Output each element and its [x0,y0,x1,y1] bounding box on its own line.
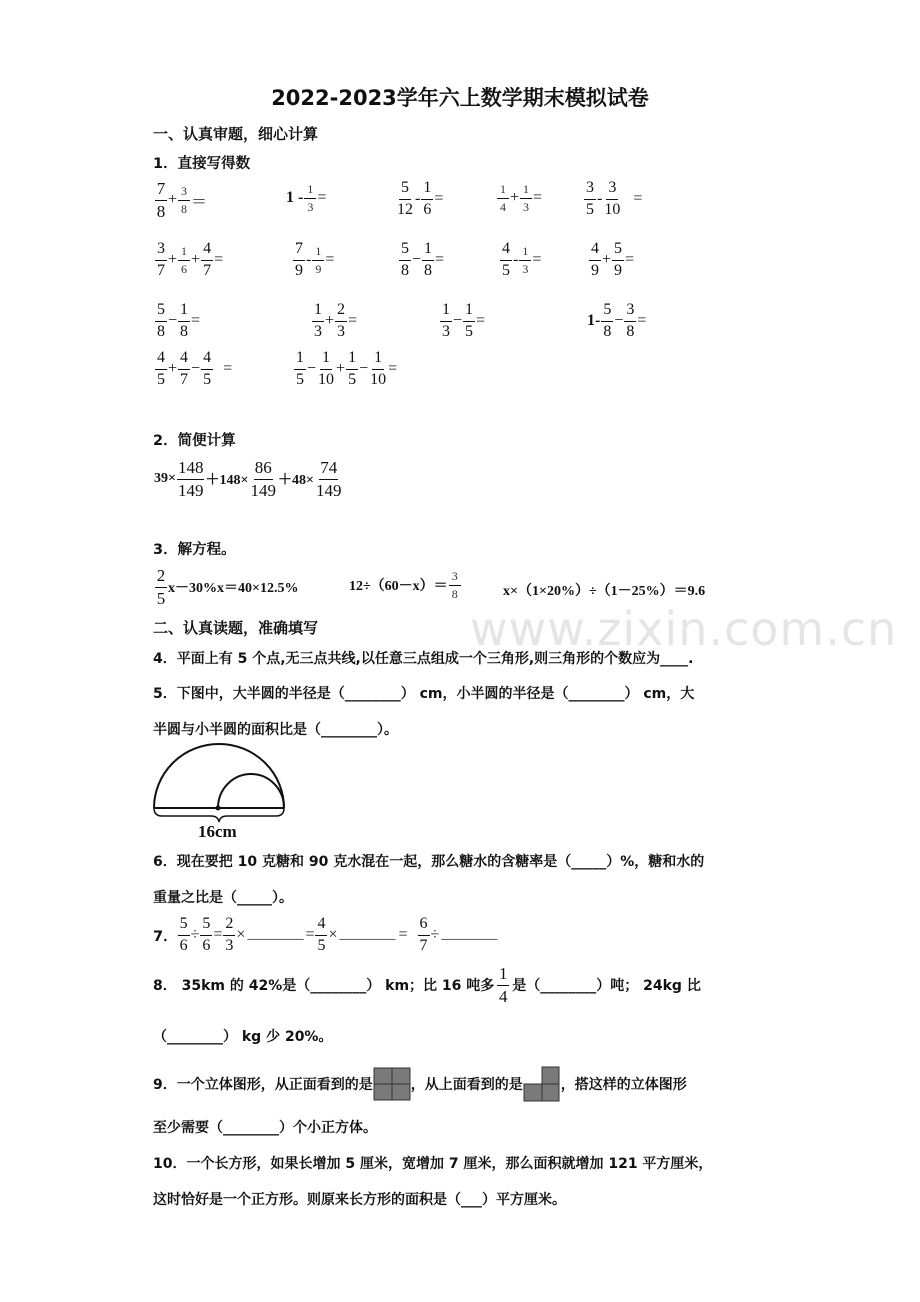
question-9-line-2: 至少需要（________）个小正方体。 [153,1120,377,1136]
calc-2-3: $\frac{5}{8}$ − $\frac{1}{8}$ = [401,240,445,279]
calc-1-1: $\frac{7}{8}$ + $\frac{3}{8}$ ＝ [156,179,208,221]
section-1-heading: 一、认真审题，细心计算 [153,125,319,143]
question-3-label: 3．解方程。 [153,542,236,558]
calc-2-2: $\frac{7}{9}$ - $\frac{1}{9}$ = [295,240,335,279]
question-5-line-2: 半圆与小半圆的面积比是（________）。 [153,722,398,738]
calc-4-1: $\frac{4}{5}$ + $\frac{4}{7}$ − $\frac{4}{5}$ = [157,349,233,388]
calc-4-2: $\frac{1}{5}$ − $\frac{1}{10}$ + $\frac{1}{5}$ − $\frac{1}{10}$ = [296,349,398,388]
calc-1-3: $\frac{5}{12}$ - $\frac{1}{6}$ = [397,179,444,218]
simplify-expression: 39× $\frac{148}{149}$ ＋148× $\frac{86}{149}$ ＋48× $\frac{74}{149}$ [154,458,342,500]
section-2-heading: 二、认真读题，准确填写 [153,619,319,637]
question-8-line-2: （________） kg 少 20%。 [153,1029,333,1045]
watermark: www.zixin.com.cn [470,602,898,656]
calc-3-3: $\frac{1}{3}$ − $\frac{1}{5}$ = [442,301,486,340]
question-7: 7． $\frac{5}{6}$ ÷ $\frac{5}{6}$ = $\frac{2}{3}$ × ________ = $\frac{4}{5}$ × ________ = $\frac{6}{7}$ ÷ ________ [153,915,498,954]
question-8-line-1: 8． 35km 的 42%是（________） km；比 16 吨多 $\frac{1}{4}$ 是（________）吨； 24kg 比 [153,964,701,1006]
small-semicircle [218,774,284,808]
question-9-line-1: 9．一个立体图形，从正面看到的是 ，从上面看到的是 ，搭这样的立体图形 [153,1066,687,1102]
question-10-line-2: 这时恰好是一个正方形。则原来长方形的面积是（___）平方厘米。 [153,1192,566,1208]
page-title: 2022-2023学年六上数学期末模拟试卷 [271,86,649,110]
question-6-line-1: 6．现在要把 10 克糖和 90 克水混在一起，那么糖水的含糖率是（_____）%，糖和水的 [153,854,705,870]
equation-1: $\frac{2}{5}$ x－30%x＝40×12.5% [156,566,299,608]
question-6-line-2: 重量之比是（_____）。 [153,890,293,906]
calc-3-2: $\frac{1}{3}$ + $\frac{2}{3}$ = [314,301,358,340]
center-dot [216,806,221,811]
question-1-label: 1．直接写得数 [153,156,251,172]
front-view-icon [373,1067,411,1101]
question-10-line-1: 10．一个长方形，如果长增加 5 厘米，宽增加 7 厘米，那么面积就增加 121 平方厘米， [153,1156,713,1172]
calc-1-4: $\frac{1}{4}$ + $\frac{1}{3}$ = [497,183,543,213]
question-2-label: 2．简便计算 [153,433,236,449]
calc-1-5: $\frac{3}{5}$ - $\frac{3}{10}$ = [586,179,643,218]
calc-2-5: $\frac{4}{9}$ + $\frac{5}{9}$ = [591,240,635,279]
question-5-line-1: 5．下图中，大半圆的半径是（________） cm，小半圆的半径是（________） cm，大 [153,686,695,702]
question-4: 4．平面上有 5 个点,无三点共线,以任意三点组成一个三角形,则三角形的个数应为____. [153,651,694,667]
calc-1-2: 1 - $\frac{1}{3}$ = [286,182,327,214]
calc-3-1: $\frac{5}{8}$ − $\frac{1}{8}$ = [157,301,201,340]
calc-3-4: 1- $\frac{5}{8}$ − $\frac{3}{8}$ = [587,301,647,340]
equation-2: 12÷（60－x）＝ $\frac{3}{8}$ [348,570,461,600]
figure-label-16cm: 16cm [198,822,237,841]
top-view-icon [523,1066,561,1102]
calc-2-1: $\frac{3}{7}$ + $\frac{1}{6}$ + $\frac{4}{7}$ = [157,240,224,279]
equation-3: x×（1×20%）÷（1－25%）＝9.6 [503,584,706,599]
calc-2-4: $\frac{4}{5}$ - $\frac{1}{3}$ = [502,240,542,279]
